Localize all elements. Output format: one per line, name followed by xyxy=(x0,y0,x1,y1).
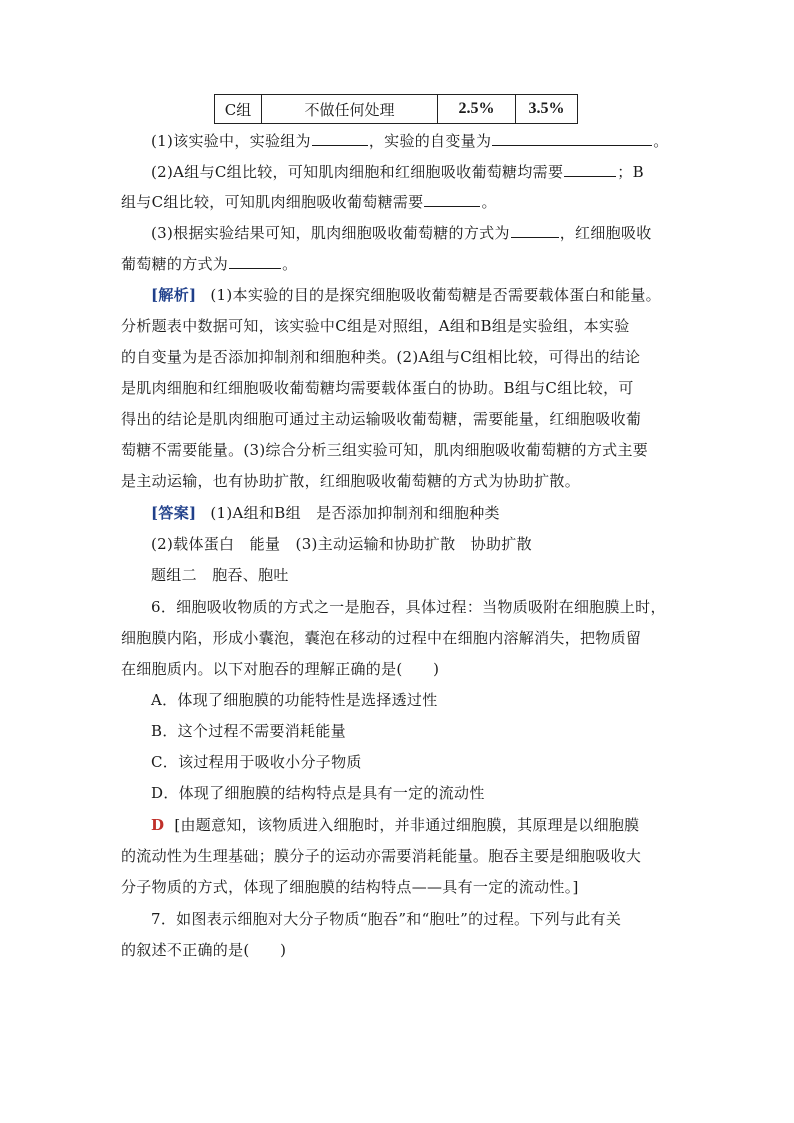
q2-text-a: (2)A组与C组比较，可知肌肉细胞和红细胞吸收葡萄糖均需要 xyxy=(151,163,564,181)
question-3-line-2 xyxy=(121,253,677,274)
q6-line-1: 6．细胞吸收物质的方式之一是胞吞，具体过程：当物质吸附在细胞膜上时， xyxy=(151,598,666,616)
q1-text-b: ，实验的自变量为 xyxy=(368,132,492,150)
analysis-line-3: 的自变量为是否添加抑制剂和细胞种类。(2)A组与C组相比较，可得出的结论 xyxy=(121,348,641,366)
q3-text-b: ，红细胞吸收 xyxy=(559,224,652,242)
q2-text-b: ；B xyxy=(617,163,644,181)
q1-text-a: (1)该实验中，实验组为 xyxy=(151,132,311,150)
analysis-line-4: 是肌肉细胞和红细胞吸收葡萄糖均需要载体蛋白的协助。B组与C组比较，可 xyxy=(121,379,634,397)
answer-blank xyxy=(312,130,368,146)
question-3-line-1 xyxy=(151,222,677,243)
table-cell-treatment: 不做任何处理 xyxy=(262,95,438,124)
results-table xyxy=(214,94,578,124)
q1-end: 。 xyxy=(653,132,669,150)
question-1-line xyxy=(151,130,677,151)
answer-blank xyxy=(511,222,559,238)
q6-option-a: A．体现了细胞膜的功能特性是选择透过性 xyxy=(151,691,438,709)
q6-option-d: D．体现了细胞膜的结构特点是具有一定的流动性 xyxy=(151,784,485,802)
answer-blank xyxy=(424,191,480,207)
q3-text-a: (3)根据实验结果可知，肌肉细胞吸收葡萄糖的方式为 xyxy=(151,224,510,242)
analysis-line-5: 得出的结论是肌肉细胞可通过主动运输吸收葡萄糖，需要能量，红细胞吸收葡 xyxy=(121,410,642,428)
answer-tag: [答案] xyxy=(151,504,197,522)
analysis-text: (1)本实验的目的是探究细胞吸收葡萄糖是否需要载体蛋白和能量。 xyxy=(210,286,661,304)
q7-line-1: 7．如图表示细胞对大分子物质“胞吞”和“胞吐”的过程。下列与此有关 xyxy=(151,910,622,928)
table-cell-value2: 3.5% xyxy=(516,95,578,124)
answer-line-2: (2)载体蛋白 能量 (3)主动运输和协助扩散 协助扩散 xyxy=(151,535,532,553)
table-cell-group: C组 xyxy=(215,95,262,124)
answer-blank xyxy=(229,253,281,269)
q2-text-c: 组与C组比较，可知肌肉细胞吸收葡萄糖需要 xyxy=(121,193,424,211)
q7-line-2: 的叙述不正确的是( ) xyxy=(121,941,287,959)
q6-line-3: 在细胞质内。以下对胞吞的理解正确的是( ) xyxy=(121,660,440,678)
answer-line-1 xyxy=(151,503,677,523)
q6-answer-letter: D xyxy=(151,816,165,834)
answer-text-1: (1)A组和B组 是否添加抑制剂和细胞种类 xyxy=(210,504,500,522)
table-cell-value1: 2.5% xyxy=(438,95,516,124)
analysis-line-1 xyxy=(151,285,677,305)
q6-explanation-text: [由题意知，该物质进入细胞时，并非通过细胞膜，其原理是以细胞膜 xyxy=(174,816,640,834)
q6-option-c: C．该过程用于吸收小分子物质 xyxy=(151,753,362,771)
analysis-tag: [解析] xyxy=(151,286,197,304)
question-2-line-2 xyxy=(121,191,677,212)
question-2-line-1 xyxy=(151,161,677,182)
answer-blank xyxy=(492,130,652,146)
analysis-line-2: 分析题表中数据可知，该实验中C组是对照组，A组和B组是实验组，本实验 xyxy=(121,317,630,335)
analysis-line-6: 萄糖不需要能量。(3)综合分析三组实验可知，肌肉细胞吸收葡萄糖的方式主要 xyxy=(121,441,649,459)
section-title: 题组二 胞吞、胞吐 xyxy=(151,566,289,584)
analysis-line-7: 是主动运输，也有协助扩散，红细胞吸收葡萄糖的方式为协助扩散。 xyxy=(121,472,581,490)
q6-option-b: B．这个过程不需要消耗能量 xyxy=(151,722,346,740)
q6-line-2: 细胞膜内陷，形成小囊泡，囊泡在移动的过程中在细胞内溶解消失，把物质留 xyxy=(121,629,642,647)
table-row xyxy=(215,95,578,124)
q3-end: 。 xyxy=(282,255,298,273)
q6-explanation-line-2: 的流动性为生理基础；膜分子的运动亦需要消耗能量。胞吞主要是细胞吸收大 xyxy=(121,847,642,865)
q6-explanation-line-1 xyxy=(151,815,677,835)
answer-blank xyxy=(564,161,616,177)
q6-explanation-line-3: 分子物质的方式，体现了细胞膜的结构特点——具有一定的流动性。] xyxy=(121,878,579,896)
q3-text-c: 葡萄糖的方式为 xyxy=(121,255,229,273)
q2-end: 。 xyxy=(481,193,497,211)
